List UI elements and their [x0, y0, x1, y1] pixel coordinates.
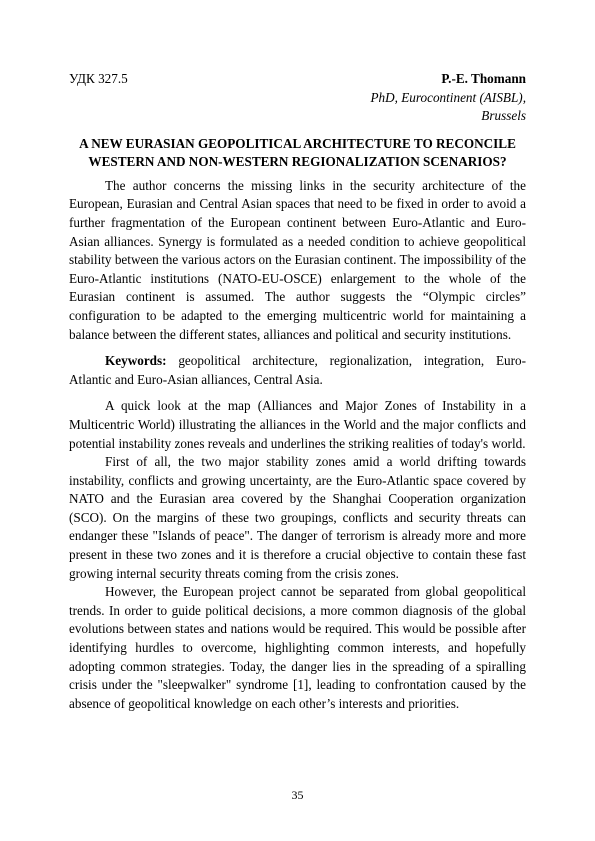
article-header: [69, 70, 526, 126]
keywords: [69, 352, 526, 389]
author-city: Brussels: [481, 108, 526, 124]
abstract: The author concerns the missing links in the security architecture of the European, Eurasian and Central Asian spaces that need to be fixed in order to avoid a further fragmentation of the European continent between Euro-Atlantic and Euro-Asian alliances. Synergy is formulated as a needed condition to achieve geopolitical stability between the various actors on the Eurasian continent. The impossibility of the Euro-Atlantic institutions (NATO-EU-OSCE) enlargement to the whole of the Eurasian continent is assumed. The author suggests the “Olympic circles” configuration to be adapted to the emerging multicentric world for maintaining a balance between the different states, alliances and political and security institutions.: [69, 177, 526, 342]
body-paragraph-3: However, the European project cannot be separated from global geopolitical trends. In order to guide political decisions, a more common diagnosis of the global evolutions between states and nations would be required. This would be possible after identifying hurdles to overcome, highlighting common interests, and hopefully adopting common strategies. Today, the danger lies in the spreading of a spiralling crisis under the "sleepwalker" syndrome [1], leading to confrontation caused by the absence of geopolitical knowledge on each other’s interests and priorities.: [69, 584, 526, 711]
udk-code: УДК 327.5: [69, 71, 128, 86]
author-block: [370, 70, 526, 126]
page-number: 35: [291, 788, 304, 802]
author-name: P.-E. Thomann: [441, 71, 526, 86]
author-affiliation: PhD, Eurocontinent (AISBL),: [370, 89, 526, 105]
keywords-text: geopolitical architecture, regionalization, integration, Euro-Atlantic and Euro-Asian alliances, Central Asia.: [69, 353, 526, 387]
article-title: A NEW EURASIAN GEOPOLITICAL ARCHITECTURE TO RECONCILE WESTERN AND NON-WESTERN REGIONALIZATION SCENARIOS?: [79, 135, 516, 169]
body-paragraph-2: First of all, the two major stability zones amid a world drifting towards instability, conflicts and growing uncertainty, are the Euro-Atlantic space covered by NATO and the Eurasian area covered by the Shanghai Cooperation organization (SCO). On the margins of these two groupings, conflicts and security threats can endanger these "Islands of peace". The danger of terrorism is already more and more present in these two zones and it is therefore a crucial objective to contain these fast growing internal security threats coming from the crisis zones.: [69, 454, 526, 581]
body-paragraph-1: A quick look at the map (Alliances and Major Zones of Instability in a Multicentric World) illustrating the alliances in the World and the major conflicts and potential instability zones reveals and underlines the striking realities of today's world.: [69, 398, 526, 451]
keywords-label: Keywords:: [105, 353, 167, 369]
page-content: [69, 70, 526, 713]
